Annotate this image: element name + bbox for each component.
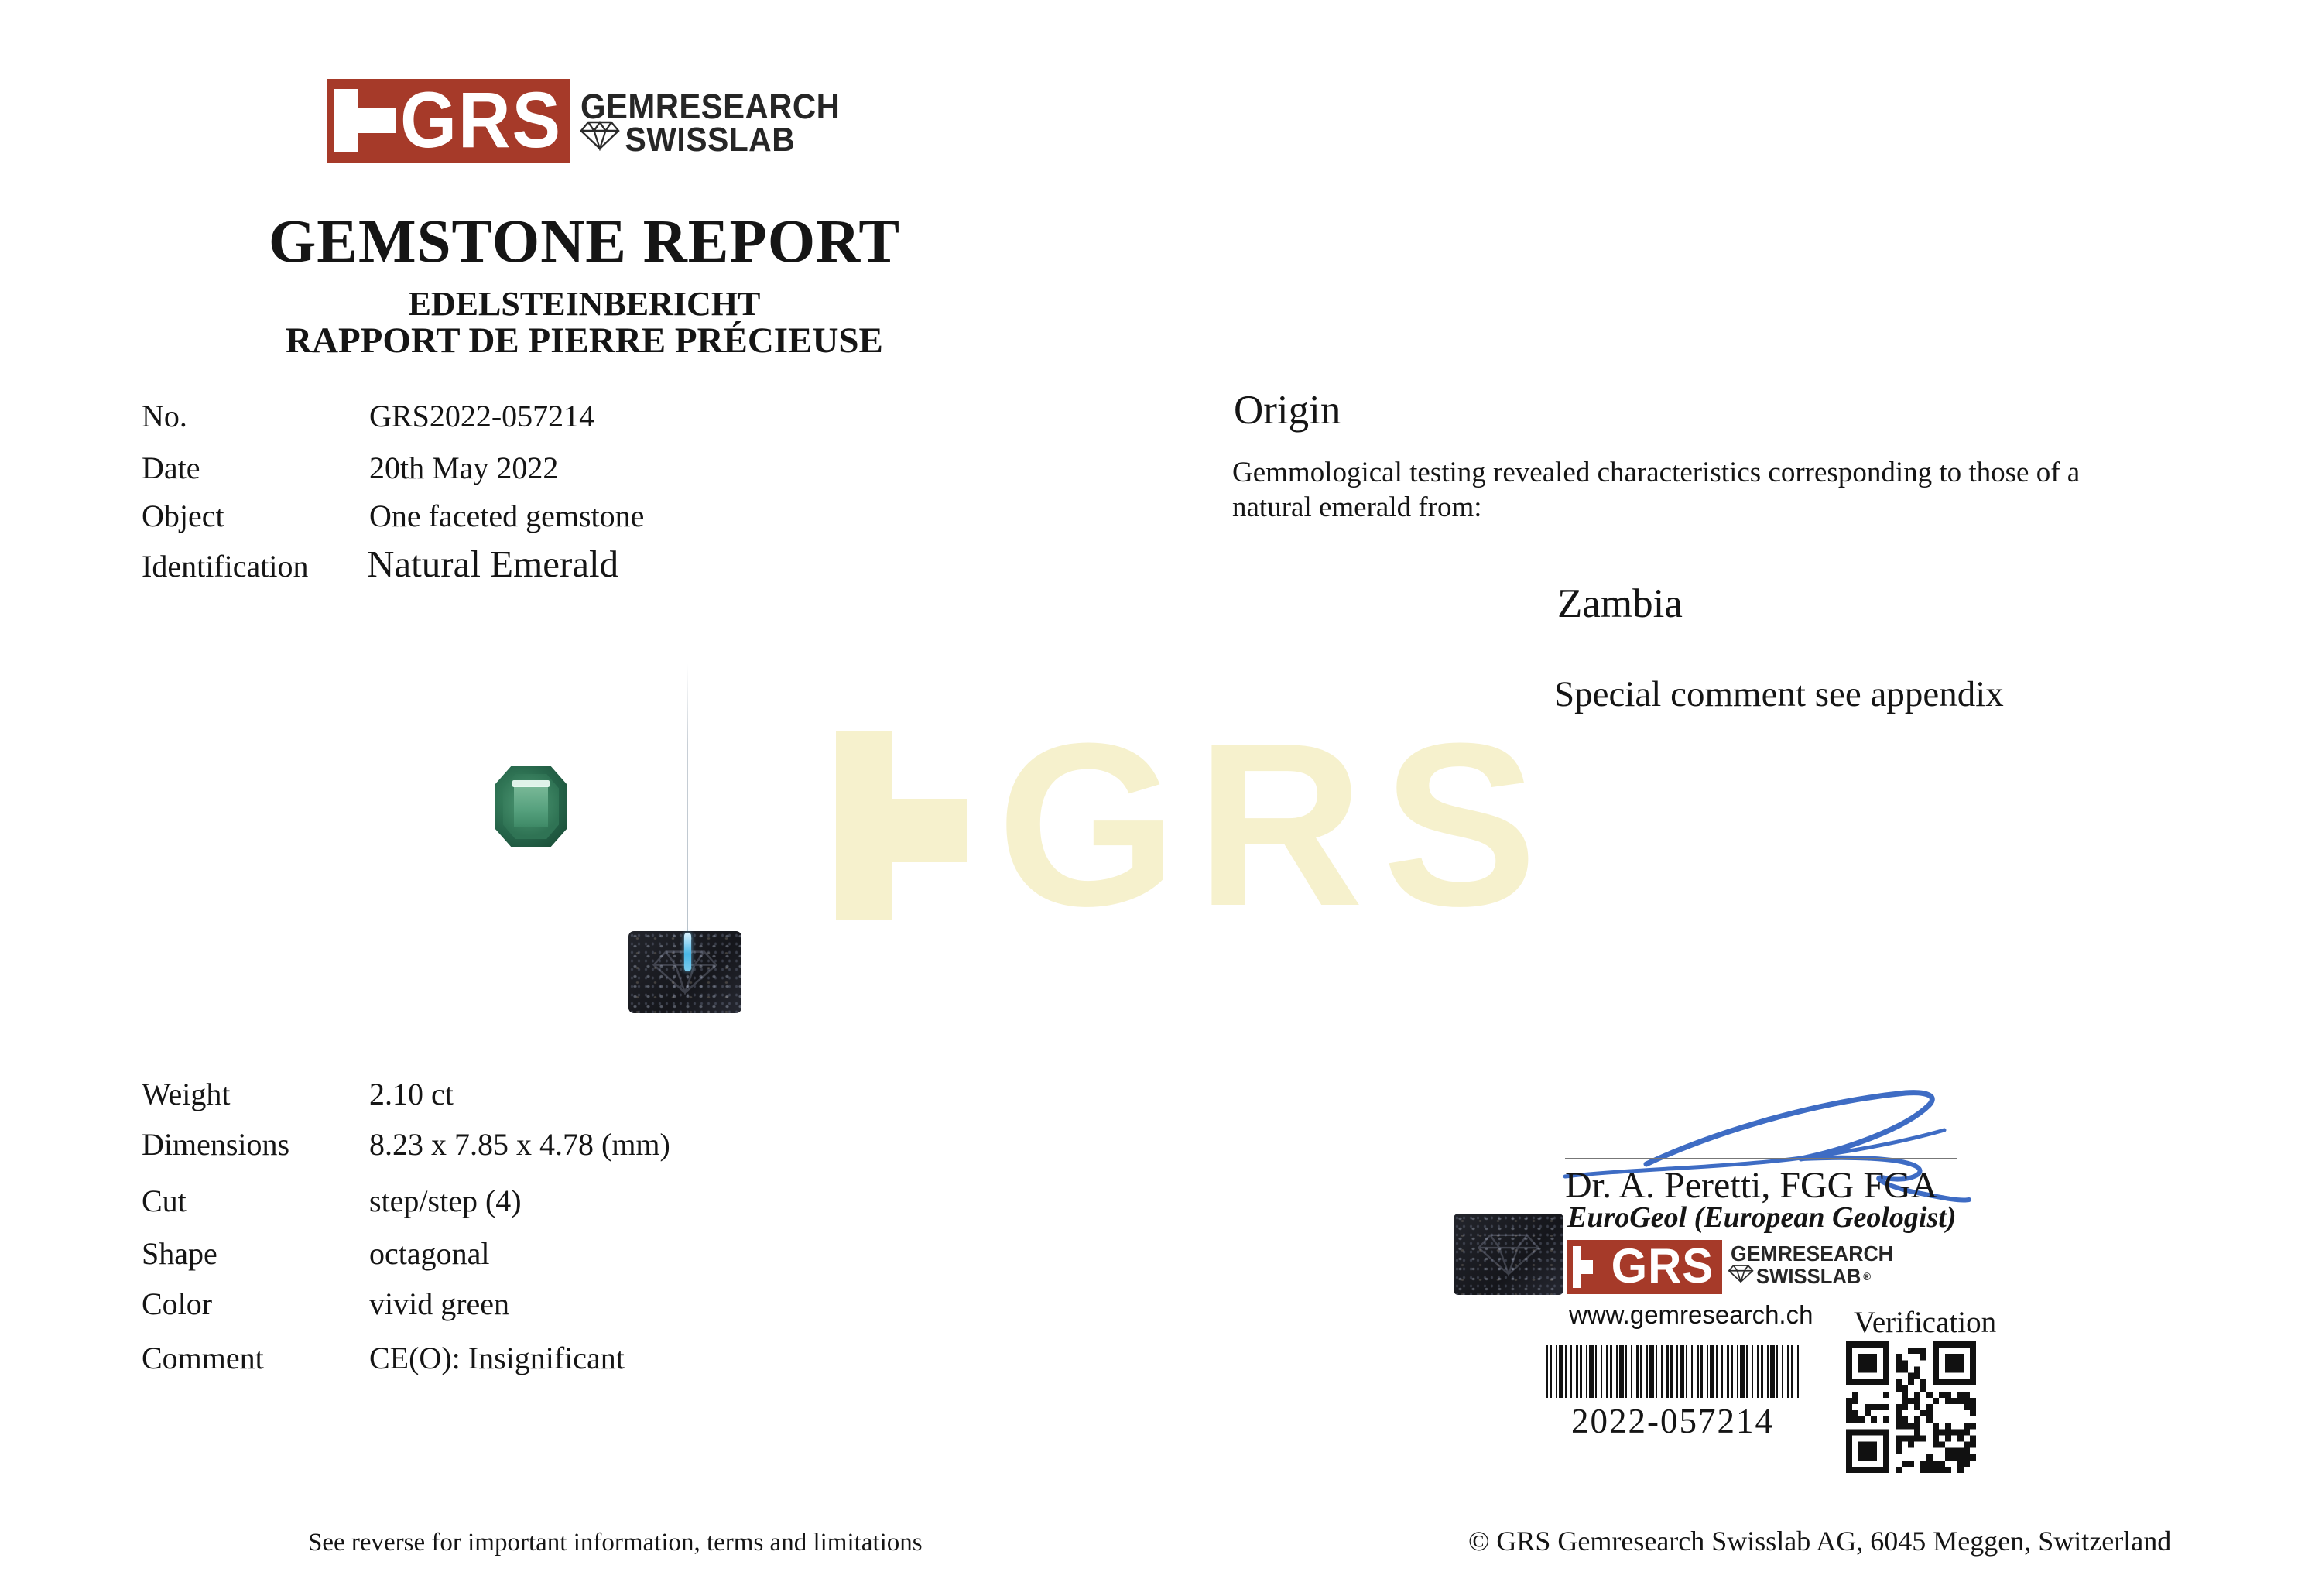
signatory-name: Dr. A. Peretti, FGG FGA: [1565, 1165, 1938, 1206]
watermark-text: GRS: [997, 694, 1557, 954]
grs-logo-text: GRS: [400, 76, 562, 164]
origin-country: Zambia: [1557, 581, 1683, 626]
company-name-line1: GEMRESEARCH: [580, 87, 841, 126]
property-value: step/step (4): [369, 1183, 522, 1218]
grs-logo-small: [1567, 1240, 1722, 1294]
watermark-cross-icon: [892, 799, 968, 862]
grs-logo: [327, 76, 570, 164]
property-value: 8.23 x 7.85 x 4.78 (mm): [369, 1127, 670, 1162]
company-name-line1: GEMRESEARCH: [1731, 1242, 1893, 1265]
signatory-credential: EuroGeol (European Geologist): [1567, 1201, 1957, 1234]
property-value: octagonal: [369, 1236, 490, 1271]
swiss-cross-icon: [358, 108, 396, 133]
detail-value: GRS2022-057214: [369, 399, 595, 433]
barcode-number: 2022-057214: [1571, 1402, 1774, 1440]
detail-label: No.: [142, 399, 187, 433]
property-label: Shape: [142, 1236, 217, 1271]
verification-label: Verification: [1854, 1306, 1997, 1339]
property-label: Cut: [142, 1183, 187, 1218]
registered-mark: ®: [1863, 1270, 1872, 1283]
website-text: www.gemresearch.ch: [1569, 1300, 1813, 1329]
grs-logo-text: GRS: [1611, 1239, 1714, 1293]
gemstone-photo: [495, 766, 567, 847]
diamond-icon: [579, 120, 621, 159]
footer-note: See reverse for important information, terms and limitations: [308, 1529, 923, 1557]
gem-holder-wire: [687, 664, 688, 933]
barcode: [1546, 1345, 1800, 1398]
swiss-cross-icon: [1573, 1246, 1581, 1288]
detail-value-identification: Natural Emerald: [367, 543, 619, 585]
property-label: Weight: [142, 1077, 231, 1111]
detail-value: One faceted gemstone: [369, 498, 645, 533]
origin-note: Special comment see appendix: [1554, 674, 2004, 714]
property-value: 2.10 ct: [369, 1077, 454, 1111]
swiss-cross-icon: [1581, 1260, 1593, 1274]
property-value: CE(O): Insignificant: [369, 1341, 625, 1375]
report-subtitle-german: EDELSTEINBERICHT: [408, 285, 761, 323]
origin-body: Gemmological testing revealed characteristics corresponding to those of a natural emerald from:: [1232, 457, 2081, 523]
detail-value: 20th May 2022: [369, 450, 559, 485]
watermark-cross-icon: [836, 731, 892, 920]
signature-line: [1565, 1158, 1957, 1159]
swiss-cross-icon: [334, 89, 358, 152]
qr-code: [1846, 1341, 1976, 1473]
hologram-sticker: [1454, 1214, 1563, 1295]
gem-holder-wire-highlight: [684, 933, 691, 971]
detail-label: Identification: [142, 549, 309, 584]
report-subtitle-french: RAPPORT DE PIERRE PRÉCIEUSE: [286, 320, 883, 361]
property-label: Comment: [142, 1341, 264, 1375]
property-label: Dimensions: [142, 1127, 290, 1162]
report-title: GEMSTONE REPORT: [268, 208, 901, 276]
footer-copyright: © GRS Gemresearch Swisslab AG, 6045 Meggen, Switzerland: [1468, 1526, 2172, 1557]
property-label: Color: [142, 1286, 213, 1321]
company-name-line2: SWISSLAB: [579, 120, 795, 159]
diamond-icon: [1728, 1264, 1754, 1289]
detail-label: Object: [142, 498, 224, 533]
origin-heading: Origin: [1234, 388, 1341, 433]
detail-label: Date: [142, 450, 200, 485]
property-value: vivid green: [369, 1286, 510, 1321]
company-name-line2: SWISSLAB ®: [1728, 1264, 1871, 1289]
